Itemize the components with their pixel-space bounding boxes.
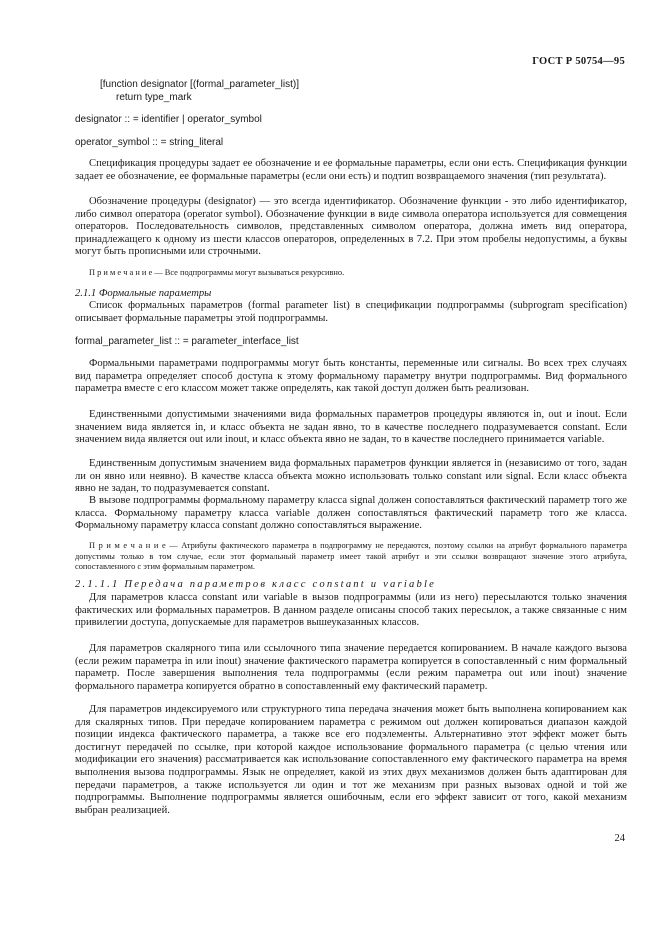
standard-header: ГОСТ Р 50754—95 xyxy=(532,56,625,67)
paragraph: Для параметров индексируемого или структурного типа передача значения может быть выполнена копированием как для скалярных типов. При передаче копированием параметра с режимом out должен копироваться диапазон каждой позиции индекса фактического параметра, а также все его подэлементы. Альтернативно этот эффект может быть достигнут передачей по ссылке, при которой каждое использование формального параметра (с целью чтения или модификации его значения) рассматривается как использование сопоставленного ему фактического параметра на время выполнения вызова подпрограммы. Язык не определяет, какой из этих двух механизмов должен быть адаптирован для передачи параметров, а также используется ли один и тот же механизм при разных вызовах одной и той же подпрограммы. Выполнение подпрограммы является ошибочным, если его эффект зависит от того, какой механизм выбран реализацией. xyxy=(75,704,627,816)
paragraph: Единственным допустимым значением вида формальных параметров функции является in (независимо от того, задан ли он явно или неявно). В качестве класса объекта можно использовать только constant или signal. Если класс объекта явно не задан, то подразумевается constant. xyxy=(75,458,627,495)
code-line: return type_mark xyxy=(116,92,192,103)
code-line: [function designator [(formal_parameter_list)] xyxy=(100,79,299,90)
paragraph: Обозначение процедуры (designator) — это всегда идентификатор. Обозначение функции - это либо идентификатор, либо символ оператора (operator symbol). Обозначение функции в виде символа оператора используется для совмещения операторов. Последовательность символов, представленных символом оператора, должна иметь вид оператора, принадлежащего к одному из шести классов операторов, определенных в 7.2. При этом пробелы недопустимы, а буквы могут быть прописными или строчными. xyxy=(75,196,627,258)
paragraph: Для параметров скалярного типа или ссылочного типа значение передается копированием. В начале каждого вызова (если режим параметра in или inout) значение фактического параметра копируется в сопоставленный с ним формальный параметр. После завершения выполнения тела подпрограммы (если режим параметра out или inout) значение формального параметра копируется обратно в сопоставленный ему фактический параметр. xyxy=(75,643,627,692)
note: П р и м е ч а н и е — Все подпрограммы могут вызываться рекурсивно. xyxy=(89,268,345,277)
code-line: designator :: = identifier | operator_symbol xyxy=(75,114,262,125)
paragraph: Единственными допустимыми значениями вида формальных параметров процедуры являются in, out и inout. Если значением вида является in, и класс объекта не задан явно, то в качестве последнего подразумевается constant. Если значением вида является out или inout, и класс объекта явно не задан, то в качестве последнего принимается variable. xyxy=(75,409,627,446)
section-heading: 2.1.1 Формальные параметры xyxy=(75,288,212,299)
paragraph: Для параметров класса constant или variable в вызов подпрограммы (или из него) пересылаются только значения фактических или формальных параметров. В данном разделе описаны способ таких пересылок, а также связанные с ним привилегии доступа, допускаемые для параметров вышеуказанных классов. xyxy=(75,592,627,629)
code-line: formal_parameter_list :: = parameter_interface_list xyxy=(75,336,299,347)
page-number: 24 xyxy=(614,833,625,844)
paragraph: Формальными параметрами подпрограммы могут быть константы, переменные или сигналы. Во всех трех случаях вид параметра определяет способ доступа к этому формальному параметру внутри подпрограммы. Вид формального параметра вместе с его классом может также определять, как такой доступ должен быть реализован. xyxy=(75,358,627,395)
paragraph: Список формальных параметров (formal parameter list) в спецификации подпрограммы (subprogram specification) описывает формальные параметры этой подпрограммы. xyxy=(75,300,627,324)
paragraph: Спецификация процедуры задает ее обозначение и ее формальные параметры, если они есть. Спецификация функции задает ее обозначение, ее формальные параметры (если они есть) и подтип возвращаемого значения (тип результата). xyxy=(75,158,627,182)
paragraph: В вызове подпрограммы формальному параметру класса signal должен сопоставляться фактический параметр того же класса. Формальному параметру класса variable должен сопоставляться фактический параметр того же класса. Формальному параметру класса constant должно сопоставляться выражение. xyxy=(75,495,627,532)
note: П р и м е ч а н и е — Атрибуты фактического параметра в подпрограмму не передаются, поэтому ссылки на атрибут формального параметра допустимы только в том случае, если этот формальный параметр имеет такой атрибут и эти ссылки возвращают значение этого атрибута, сопоставленного с этим формальным параметром. xyxy=(75,541,627,572)
code-line: operator_symbol :: = string_literal xyxy=(75,137,224,148)
section-heading: 2.1.1.1 Передача параметров класс constant и variable xyxy=(75,579,437,590)
